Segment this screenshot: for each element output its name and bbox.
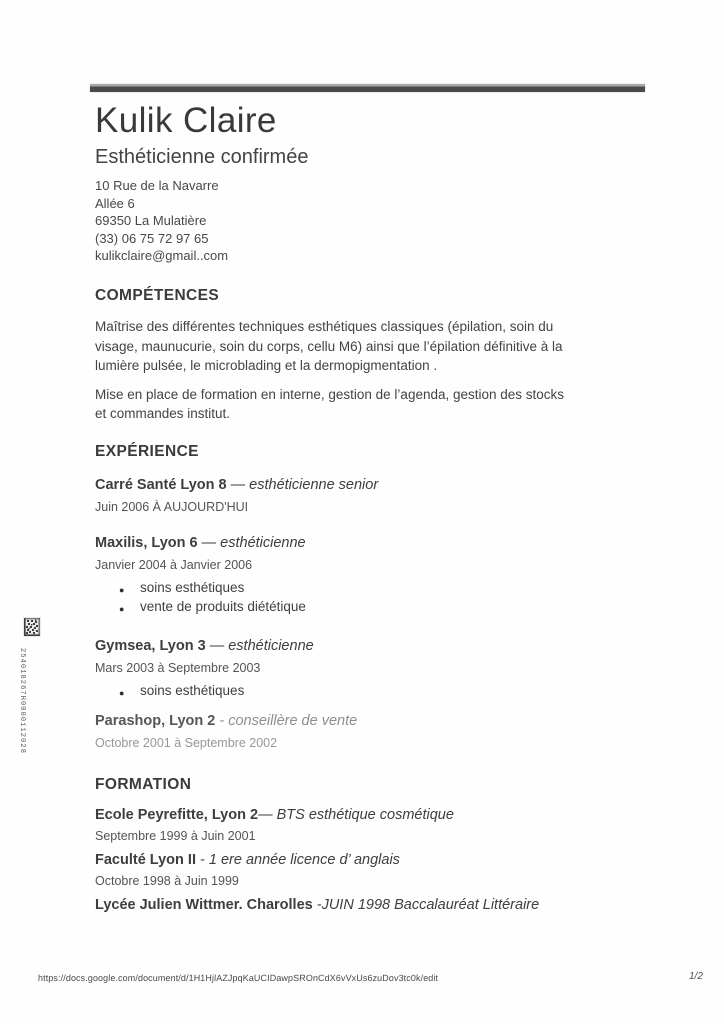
- footer-url: https://docs.google.com/document/d/1H1HjlAZJpqKaUCIDawpSROnCdX6vVxUs6zuDov3tc0k/edit: [37, 973, 439, 983]
- experience-dates: Janvier 2004 à Janvier 2006: [95, 558, 253, 572]
- formation-entry: [95, 851, 615, 889]
- experience-dates: Octobre 2001 à Septembre 2002: [95, 736, 278, 750]
- school-name: Ecole Peyrefitte, Lyon 2: [95, 807, 259, 823]
- role-name: — esthéticienne senior: [226, 477, 379, 493]
- experience-dates: Juin 2006 À AUJOURD'HUI: [95, 500, 249, 514]
- section-experience: [95, 443, 575, 751]
- experience-entry: [95, 637, 575, 700]
- section-heading-experience: EXPÉRIENCE: [95, 443, 199, 460]
- company-name: Carré Santé Lyon 8: [95, 477, 227, 493]
- experience-entry: [95, 476, 575, 515]
- margin-code-label: 254018267H0000112028: [18, 648, 26, 755]
- school-name: Faculté Lyon II: [95, 852, 196, 868]
- job-title: Esthéticienne confirmée: [95, 146, 309, 168]
- formation-entry-title: [95, 806, 615, 824]
- margin-stamp: [23, 617, 41, 637]
- formation-entry-title: [95, 851, 615, 869]
- role-name: - conseillère de vente: [215, 713, 358, 729]
- bullet-item: ● vente de produits diététique: [95, 597, 575, 616]
- experience-entry-title: [95, 476, 575, 494]
- address-line: Allée 6: [95, 195, 135, 211]
- bullet-item: ● soins esthétiques: [95, 681, 575, 700]
- email-address: kulikclaire@gmail..com: [95, 248, 229, 264]
- degree-name: -JUIN 1998 Baccalauréat Littéraire: [312, 897, 540, 913]
- competences-paragraph: Mise en place de formation en interne, gestion de l’agenda, gestion des stocks et commandes institut.: [95, 386, 565, 421]
- section-heading-formation: FORMATION: [95, 776, 192, 793]
- page-indicator: 1/2: [689, 971, 703, 982]
- top-rule: [90, 84, 645, 92]
- section-heading-competences: COMPÉTENCES: [95, 287, 220, 304]
- degree-name: — BTS esthétique cosmétique: [258, 807, 454, 823]
- formation-entry: [95, 896, 615, 914]
- contact-block: [95, 177, 575, 265]
- experience-entry-title: [95, 534, 575, 552]
- experience-entry-title: [95, 637, 575, 655]
- company-name: Gymsea, Lyon 3: [95, 638, 206, 654]
- bullet-item: ● soins esthétiques: [95, 578, 575, 597]
- company-name: Maxilis, Lyon 6: [95, 535, 198, 551]
- section-formation: [95, 776, 615, 914]
- experience-bullet-list: [95, 578, 575, 616]
- role-name: — esthéticienne: [205, 638, 314, 654]
- datamatrix-barcode-icon: [23, 617, 41, 637]
- degree-name: - 1 ere année licence d’ anglais: [195, 852, 400, 868]
- formation-entry: [95, 806, 615, 844]
- experience-entry: [95, 712, 575, 751]
- experience-dates: Mars 2003 à Septembre 2003: [95, 661, 261, 675]
- address-line: 10 Rue de la Navarre: [95, 178, 219, 193]
- school-name: Lycée Julien Wittmer. Charolles: [95, 897, 313, 913]
- person-name: Kulik Claire: [95, 101, 277, 140]
- formation-entry-title: [95, 896, 615, 914]
- formation-dates: Octobre 1998 à Juin 1999: [95, 874, 239, 888]
- formation-dates: Septembre 1999 à Juin 2001: [95, 829, 256, 843]
- phone-number: (33) 06 75 72 97 65: [95, 230, 209, 246]
- company-name: Parashop, Lyon 2: [95, 713, 216, 729]
- experience-entry: [95, 534, 575, 616]
- address-line: 69350 La Mulatière: [95, 213, 207, 229]
- resume-header: [95, 101, 575, 265]
- experience-bullet-list: [95, 681, 575, 700]
- section-competences: [95, 287, 569, 424]
- role-name: — esthéticienne: [197, 535, 306, 551]
- competences-paragraph: Maîtrise des différentes techniques esthétiques classiques (épilation, soin du visage, maunucurie, soin du corps, cellu M6) ainsi que l’épilation définitive à la lumière pulsée, le microblading et la dermopigmentation .: [95, 319, 563, 373]
- experience-entry-title: [95, 712, 575, 730]
